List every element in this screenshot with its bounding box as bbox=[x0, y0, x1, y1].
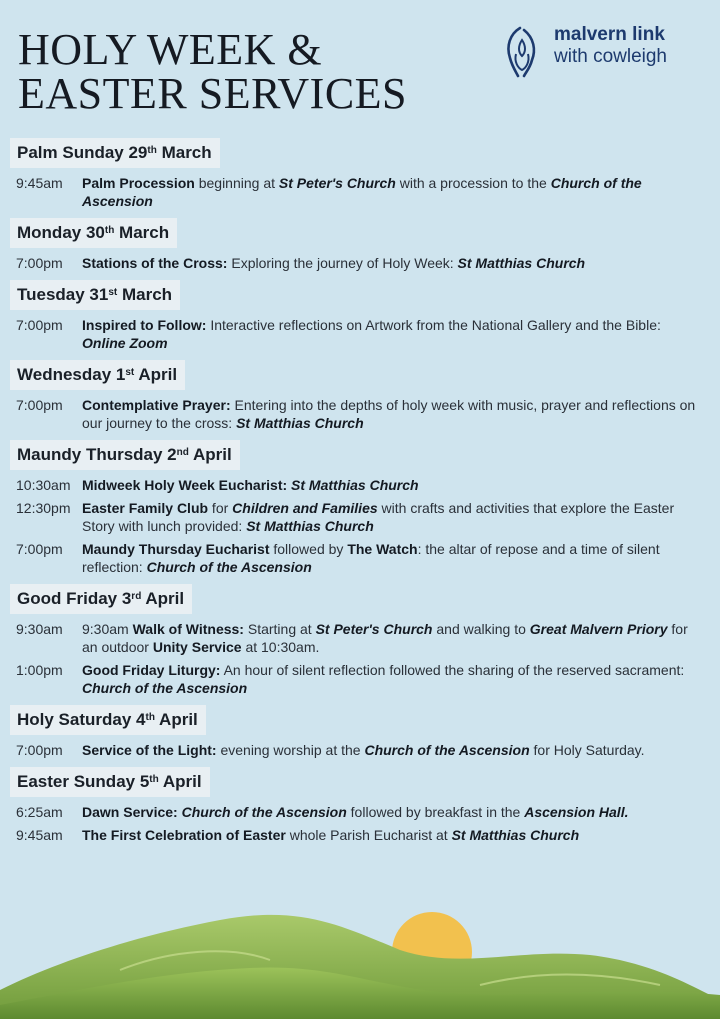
event-description bbox=[82, 741, 720, 759]
event-list bbox=[0, 803, 720, 844]
event-row bbox=[16, 396, 720, 432]
event-text: and walking to bbox=[432, 621, 530, 637]
logo-line-2: with cowleigh bbox=[554, 46, 667, 67]
event-text: 9:30am bbox=[82, 621, 133, 637]
event-list bbox=[0, 396, 720, 432]
event-row bbox=[16, 499, 720, 535]
event-list bbox=[0, 620, 720, 697]
event-description bbox=[82, 661, 720, 697]
day-name: Maundy Thursday 2 bbox=[17, 445, 177, 464]
day-section bbox=[0, 138, 720, 210]
event-highlight: Midweek Holy Week Eucharist: bbox=[82, 477, 288, 493]
day-ordinal: th bbox=[147, 145, 157, 156]
day-name: Monday 30 bbox=[17, 223, 105, 242]
event-text: An hour of silent reflection followed the sharing of the reserved sacrament: bbox=[220, 662, 685, 678]
event-row bbox=[16, 476, 720, 494]
day-name: Holy Saturday 4 bbox=[17, 710, 146, 729]
day-month: April bbox=[138, 365, 178, 384]
logo-line-1: malvern link bbox=[554, 24, 665, 45]
day-name: Tuesday 31 bbox=[17, 285, 109, 304]
day-name: Palm Sunday 29 bbox=[17, 143, 148, 162]
venue-name: St Matthias Church bbox=[451, 827, 580, 843]
event-list bbox=[0, 254, 720, 272]
day-section bbox=[0, 218, 720, 272]
event-time: 6:25am bbox=[16, 804, 63, 820]
event-text: : the altar of repose and a time of silent reflection: bbox=[82, 541, 660, 575]
day-header bbox=[10, 440, 240, 470]
event-row bbox=[16, 316, 720, 352]
venue-name: St Matthias Church bbox=[291, 477, 419, 493]
day-name: Good Friday 3 bbox=[17, 589, 132, 608]
event-highlight: Easter Family Club bbox=[82, 500, 209, 516]
day-month: April bbox=[159, 710, 198, 729]
event-time: 9:45am bbox=[16, 175, 63, 191]
event-row bbox=[16, 174, 720, 210]
event-list bbox=[0, 741, 720, 759]
event-highlight: Good Friday Liturgy: bbox=[82, 662, 221, 678]
event-row bbox=[16, 254, 720, 272]
venue-name: St Matthias Church bbox=[457, 255, 586, 271]
event-description bbox=[82, 803, 720, 821]
venue-name: Great Malvern Priory bbox=[529, 621, 668, 637]
event-time: 7:00pm bbox=[16, 397, 63, 413]
event-highlight: Dawn Service: bbox=[82, 804, 178, 820]
day-section bbox=[0, 440, 720, 576]
service-schedule bbox=[0, 138, 720, 852]
event-time: 7:00pm bbox=[16, 255, 63, 271]
event-text: with a procession to the bbox=[395, 175, 551, 191]
event-highlight: The First Celebration of Easter bbox=[82, 827, 286, 843]
event-text: for Holy Saturday. bbox=[529, 742, 645, 758]
event-list bbox=[0, 316, 720, 352]
event-text: followed by breakfast in the bbox=[346, 804, 525, 820]
event-text: for an outdoor bbox=[82, 621, 688, 655]
event-row bbox=[16, 803, 720, 821]
event-time: 9:45am bbox=[16, 827, 63, 843]
event-description bbox=[82, 540, 720, 576]
day-ordinal: nd bbox=[176, 447, 189, 458]
day-header bbox=[10, 280, 180, 310]
venue-name: Online Zoom bbox=[82, 335, 168, 351]
event-description bbox=[82, 826, 720, 844]
event-highlight: Unity Service bbox=[152, 639, 242, 655]
event-description bbox=[82, 174, 720, 210]
day-section bbox=[0, 705, 720, 759]
logo-text bbox=[554, 24, 667, 68]
day-name: Easter Sunday 5 bbox=[17, 772, 150, 791]
day-section bbox=[0, 584, 720, 697]
day-ordinal: st bbox=[108, 287, 118, 298]
event-highlight: Palm Procession bbox=[82, 175, 195, 191]
day-month: March bbox=[161, 143, 212, 162]
title-line-2: EASTER SERVICES bbox=[18, 69, 408, 118]
venue-name: Church of the Ascension bbox=[181, 804, 347, 820]
event-text: Entering into the depths of holy week with music, prayer and reflections on our journey to the cross: bbox=[82, 397, 696, 431]
day-month: April bbox=[192, 445, 232, 464]
venue-name: St Matthias Church bbox=[236, 415, 364, 431]
event-text: followed by bbox=[269, 541, 348, 557]
event-text: at 10:30am. bbox=[241, 639, 320, 655]
event-description bbox=[82, 396, 720, 432]
venue-name: Ascension Hall. bbox=[524, 804, 629, 820]
event-highlight: The Watch bbox=[347, 541, 418, 557]
day-header bbox=[10, 360, 185, 390]
event-description bbox=[82, 476, 720, 494]
event-row bbox=[16, 661, 720, 697]
flame-hands-icon bbox=[498, 24, 548, 80]
event-time: 12:30pm bbox=[16, 500, 71, 516]
event-row bbox=[16, 741, 720, 759]
event-description bbox=[82, 620, 720, 656]
parish-logo bbox=[498, 24, 708, 84]
event-text: with crafts and activities that explore the Easter Story with lunch provided: bbox=[82, 500, 675, 534]
event-time: 9:30am bbox=[16, 621, 63, 637]
day-header bbox=[10, 767, 210, 797]
venue-name: St Peter's Church bbox=[315, 621, 433, 637]
day-section bbox=[0, 767, 720, 844]
event-time: 1:00pm bbox=[16, 662, 63, 678]
event-highlight: Service of the Light: bbox=[82, 742, 217, 758]
event-text: evening worship at the bbox=[216, 742, 365, 758]
venue-name: St Matthias Church bbox=[246, 518, 374, 534]
event-time: 10:30am bbox=[16, 477, 71, 493]
venue-name: Children and Families bbox=[232, 500, 378, 516]
event-row bbox=[16, 620, 720, 656]
day-month: April bbox=[162, 772, 202, 791]
day-month: March bbox=[119, 223, 170, 242]
event-text: beginning at bbox=[194, 175, 279, 191]
event-description bbox=[82, 499, 720, 535]
day-header bbox=[10, 584, 192, 614]
day-name: Wednesday 1 bbox=[17, 365, 126, 384]
day-section bbox=[0, 280, 720, 352]
event-list bbox=[0, 476, 720, 576]
event-text: whole Parish Eucharist at bbox=[285, 827, 452, 843]
event-time: 7:00pm bbox=[16, 541, 63, 557]
event-highlight: Walk of Witness: bbox=[132, 621, 244, 637]
event-description bbox=[82, 316, 720, 352]
day-ordinal: st bbox=[125, 367, 135, 378]
day-ordinal: th bbox=[145, 712, 155, 723]
event-list bbox=[0, 174, 720, 210]
event-text: for bbox=[208, 500, 233, 516]
day-header bbox=[10, 218, 177, 248]
title-line-1: HOLY WEEK & bbox=[18, 25, 323, 74]
event-time: 7:00pm bbox=[16, 317, 63, 333]
event-text: Exploring the journey of Holy Week: bbox=[227, 255, 458, 271]
event-text: Starting at bbox=[243, 621, 316, 637]
day-header bbox=[10, 705, 206, 735]
event-highlight: Contemplative Prayer: bbox=[82, 397, 231, 413]
venue-name: Church of the Ascension bbox=[82, 680, 248, 696]
event-highlight: Stations of the Cross: bbox=[82, 255, 228, 271]
event-text: Interactive reflections on Artwork from the National Gallery and the Bible: bbox=[206, 317, 661, 333]
event-description bbox=[82, 254, 720, 272]
venue-name: St Peter's Church bbox=[278, 175, 396, 191]
day-header bbox=[10, 138, 220, 168]
event-row bbox=[16, 540, 720, 576]
page-title bbox=[18, 25, 408, 118]
day-ordinal: rd bbox=[131, 591, 142, 602]
event-row bbox=[16, 826, 720, 844]
venue-name: Church of the Ascension bbox=[364, 742, 530, 758]
venue-name: Church of the Ascension bbox=[146, 559, 312, 575]
venue-name: Church of the Ascension bbox=[82, 175, 642, 209]
day-ordinal: th bbox=[149, 774, 159, 785]
day-ordinal: th bbox=[104, 225, 115, 236]
day-section bbox=[0, 360, 720, 432]
event-highlight: Maundy Thursday Eucharist bbox=[82, 541, 270, 557]
day-month: March bbox=[121, 285, 173, 304]
event-time: 7:00pm bbox=[16, 742, 63, 758]
day-month: April bbox=[145, 589, 185, 608]
event-highlight: Inspired to Follow: bbox=[82, 317, 207, 333]
